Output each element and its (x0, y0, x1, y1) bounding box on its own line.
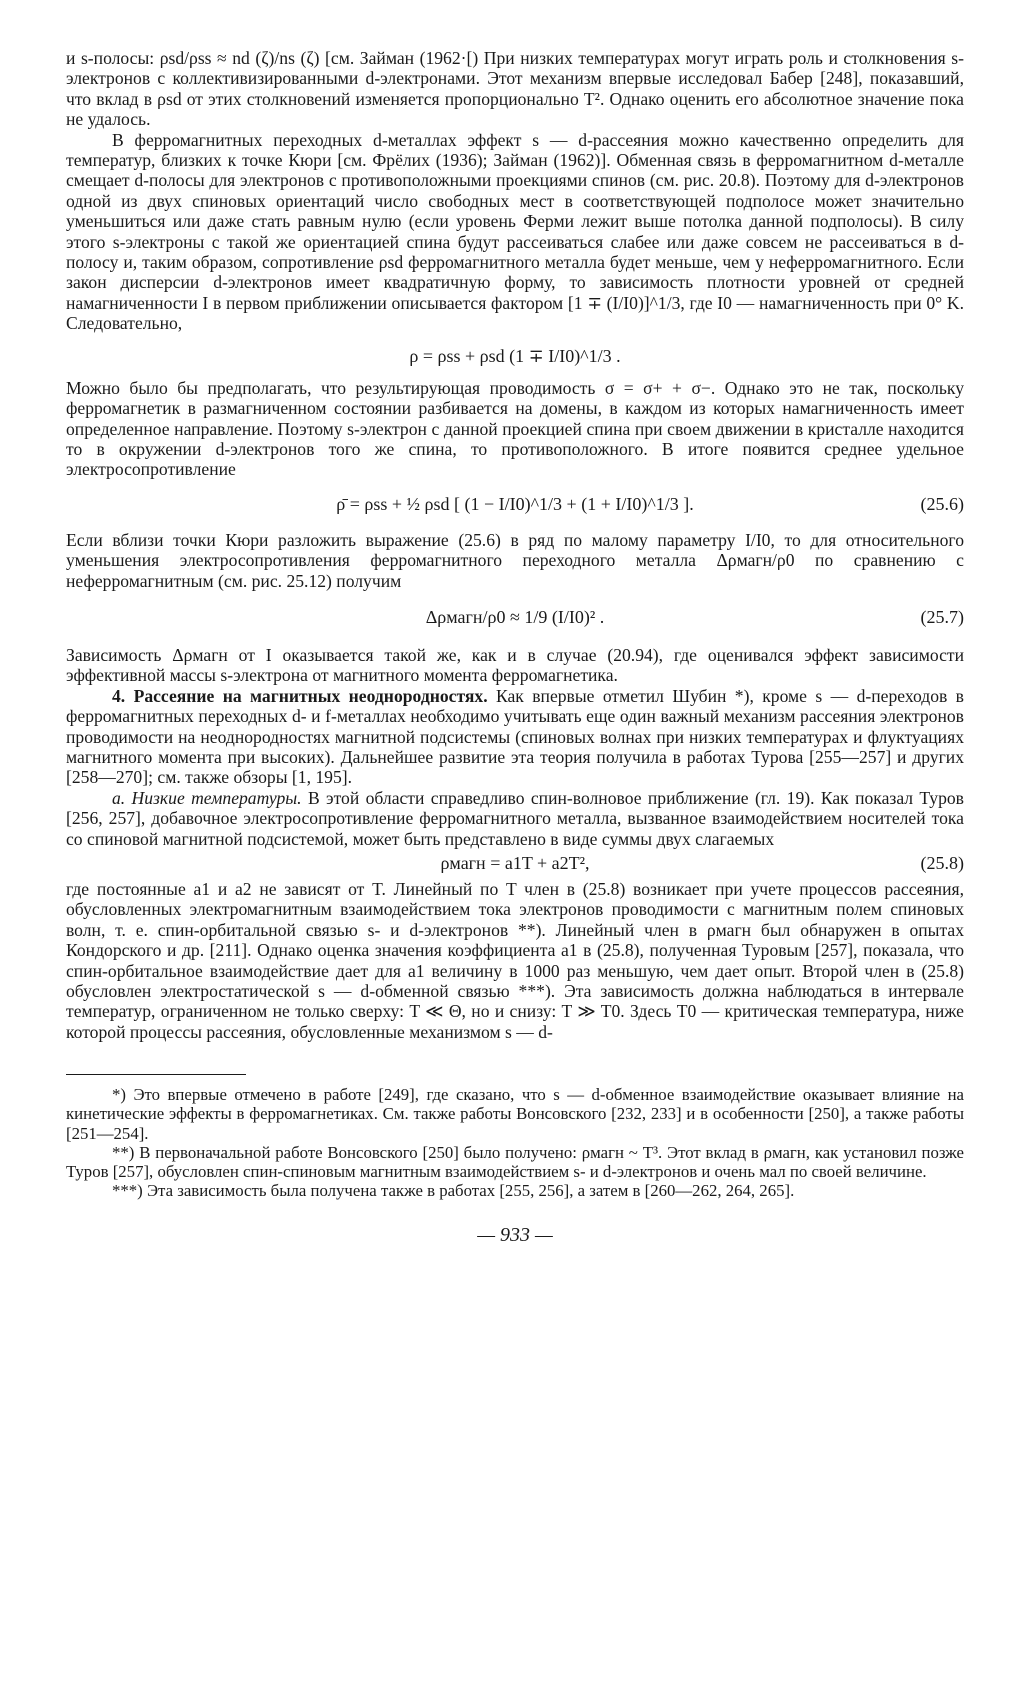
footnote-1: *) Это впервые отмечено в работе [249], где сказано, что s — d-обменное взаимодействие оказывает влияние на кинетические эффекты в ферромагнетиках. См. также работы Вонсовского [232, 233] и в особенности [250], а также работы [251—254]. (66, 1085, 964, 1143)
footnotes (66, 1085, 964, 1200)
paragraph-intro: и s-полосы: ρsd/ρss ≈ nd (ζ)/ns (ζ) [см. Займан (1962·[) При низких температурах могут играть роль и столкновения s-электронов с коллективизированными d-электронами. Этот механизм впервые исследовал Бабер [248], показавший, что вклад в ρsd от этих столкновений изменяется пропорционально T². Однако оценить его абсолютное значение пока не удалось. (66, 48, 964, 130)
low-temperatures-text: В этой области справедливо спин-волновое приближение (гл. 19). Как показал Туров [256, 257], добавочное электросопротивление ферромагнитного металла, вызванное взаимодействием носителей тока со спиновой магнитной подсистемой, может быть представлено в виде суммы двух слагаемых (66, 787, 964, 849)
equation-resistivity (66, 334, 964, 378)
page-content (66, 48, 964, 1247)
equation-25-7-number: (25.7) (920, 606, 964, 627)
paragraph-low-temperatures (66, 788, 964, 849)
page-number: — 933 — (477, 1224, 553, 1247)
equation-25-7 (66, 591, 964, 645)
footnote-3: ***) Эта зависимость была получена также в работах [255, 256], а затем в [260—262, 264, 265]. (112, 1181, 795, 1201)
equation-25-8-formula: ρмагн = a1T + a2T², (440, 853, 590, 873)
paragraph-ferromagnetic: В ферромагнитных переходных d-металлах эффект s — d-рассеяния можно качественно определить для температур, близких к точке Кюри [см. Фрёлих (1936); Займан (1962)]. Обменная связь в ферромагнитном d-металле смещает d-полосы для электронов с противоположными проекциями спинов (см. рис. 20.8). Поэтому для d-электронов одной из двух спиновых ориентаций число свободных мест в соответствующей подполосе может значительно уменьшиться или даже стать равным нулю (если уровень Ферми лежит выше потолка данной подполосы). В силу этого s-электроны с такой же ориентацией спина будут рассеиваться слабее или даже совсем не рассеиваться в d-полосу и, таким образом, сопротивление ρsd ферромагнитного металла будет меньше, чем у неферромагнитного. Если закон дисперсии d-электронов имеет квадратичную форму, то зависимость плотности уровней от средней намагниченности I в первом приближении описывается фактором [1 ∓ (I/I0)]^1/3, где I0 — намагниченность при 0° K. Следовательно, (66, 129, 964, 334)
equation-1-formula: ρ = ρss + ρsd (1 ∓ I/I0)^1/3 . (409, 345, 621, 366)
footnote-2: **) В первоначальной работе Вонсовского [250] было получено: ρмагн ~ T³. Этот вклад в ρмагн, как установил позже Туров [257], обусловлен спин-спиновым магнитным взаимодействием s- и d-электронов и очень мал по своей величине. (66, 1142, 964, 1182)
equation-25-6-formula: ρ̄ = ρss + ½ ρsd [ (1 − I/I0)^1/3 + (1 + I/I0)^1/3 ]. (336, 493, 694, 514)
paragraph-dependence: Зависимость Δρмагн от I оказывается такой же, как и в случае (20.94), где оценивался эффект зависимости эффективной массы s-электрона от магнитного момента ферромагнетика. (66, 644, 964, 686)
equation-25-6-number: (25.6) (920, 493, 964, 514)
equation-25-7-formula: Δρмагн/ρ0 ≈ 1/9 (I/I0)² . (425, 606, 605, 627)
equation-25-8-number: (25.8) (920, 853, 964, 873)
section-4-text: Как впервые отметил Шубин *), кроме s — d-переходов в ферромагнитных переходных d- и f-металлах необходимо учитывать еще один важный механизм рассеяния электронов проводимости на неоднородностях магнитной подсистемы (спиновых волнах при низких температурах и флуктуациях магнитного момента при высоких). Дальнейшее развитие эта теория получила в работах Турова [255—257] и других [258—270]; см. также обзоры [1, 195]. (66, 685, 964, 788)
equation-25-8 (66, 849, 964, 879)
paragraph-section-4 (66, 686, 964, 788)
paragraph-domains: Можно было бы предполагать, что результирующая проводимость σ = σ+ + σ−. Однако это не так, поскольку ферромагнетик в размагниченном состоянии разбивается на домены, в каждом из которых намагниченность имеет определенное направление. Поэтому s-электрон с данной проекцией спина при своем движении в кристалле находится то в окружении d-электронов того же спина, то противоположного. В итоге появится среднее удельное электросопротивление (66, 377, 964, 480)
paragraph-constants: где постоянные a1 и a2 не зависят от T. Линейный по T член в (25.8) возникает при учете процессов рассеяния, обусловленных электромагнитным взаимодействием тока электронов проводимости с магнитным полем спиновых волн, т. е. спин-орбитальной связью s- и d-электронов **). Линейный член в ρмагн был обнаружен в опытах Кондорского и др. [211]. Однако оценка значения коэффициента a1 в (25.8), полученная Туровым [257], показала, что спин-орбитальное взаимодействие дает для a1 величину в 1000 раз меньшую, чем дает опыт. Второй член в (25.8) обусловлен электростатической s — d-обменной связью ***). Эта зависимость должна наблюдаться в интервале температур, ограниченном не только сверху: T ≪ Θ, но и снизу: T ≫ T0. Здесь T0 — критическая температура, ниже которой процессы рассеяния, обусловленные механизмом s — d- (66, 879, 964, 1042)
section-title: 4. Рассеяние на магнитных неоднородностях. (112, 685, 488, 706)
subsection-title: а. Низкие температуры. (112, 787, 302, 808)
paragraph-curie-expansion: Если вблизи точки Кюри разложить выражение (25.6) в ряд по малому параметру I/I0, то для относительного уменьшения электросопротивления ферромагнитного переходного металла Δρмагн/ρ0 по сравнению с неферромагнитным (см. рис. 25.12) получим (66, 529, 964, 591)
footnote-divider (66, 1074, 246, 1075)
equation-25-6 (66, 480, 964, 530)
